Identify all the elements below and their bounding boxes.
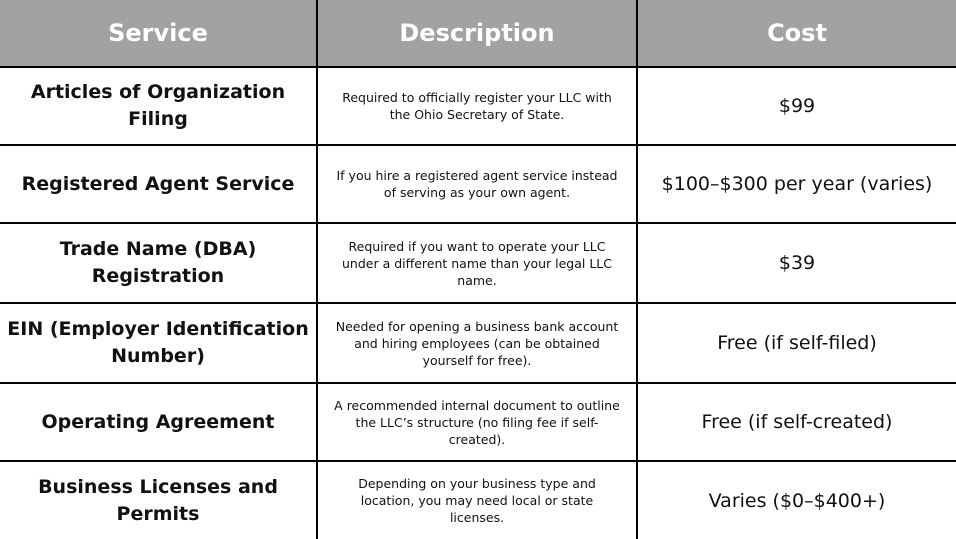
description-cell: Depending on your business type and location, you may need local or state licenses. [317, 461, 637, 539]
service-cell: Business Licenses and Permits [0, 461, 317, 539]
cost-cell: $39 [637, 223, 956, 303]
service-cell: Articles of Organization Filing [0, 67, 317, 145]
table-body [0, 67, 956, 539]
table-row [0, 67, 956, 145]
description-cell: Required to officially register your LLC with the Ohio Secretary of State. [317, 67, 637, 145]
column-header-cost: Cost [637, 0, 956, 67]
header-row [0, 0, 956, 67]
column-header-description: Description [317, 0, 637, 67]
cost-cell: Free (if self-filed) [637, 303, 956, 383]
table-row [0, 145, 956, 223]
description-cell: Required if you want to operate your LLC under a different name than your legal LLC name. [317, 223, 637, 303]
description-cell: Needed for opening a business bank account and hiring employees (can be obtained yourself for free). [317, 303, 637, 383]
service-cell: Operating Agreement [0, 383, 317, 461]
table-header [0, 0, 956, 67]
service-cell: Trade Name (DBA) Registration [0, 223, 317, 303]
service-cell: EIN (Employer Identification Number) [0, 303, 317, 383]
table-row [0, 223, 956, 303]
cost-cell: $100–$300 per year (varies) [637, 145, 956, 223]
column-header-service: Service [0, 0, 317, 67]
table-row [0, 303, 956, 383]
table-row [0, 383, 956, 461]
description-cell: If you hire a registered agent service instead of serving as your own agent. [317, 145, 637, 223]
cost-cell: Free (if self-created) [637, 383, 956, 461]
service-cell: Registered Agent Service [0, 145, 317, 223]
description-cell: A recommended internal document to outline the LLC’s structure (no filing fee if self-created). [317, 383, 637, 461]
cost-cell: Varies ($0–$400+) [637, 461, 956, 539]
cost-cell: $99 [637, 67, 956, 145]
table-row [0, 461, 956, 539]
